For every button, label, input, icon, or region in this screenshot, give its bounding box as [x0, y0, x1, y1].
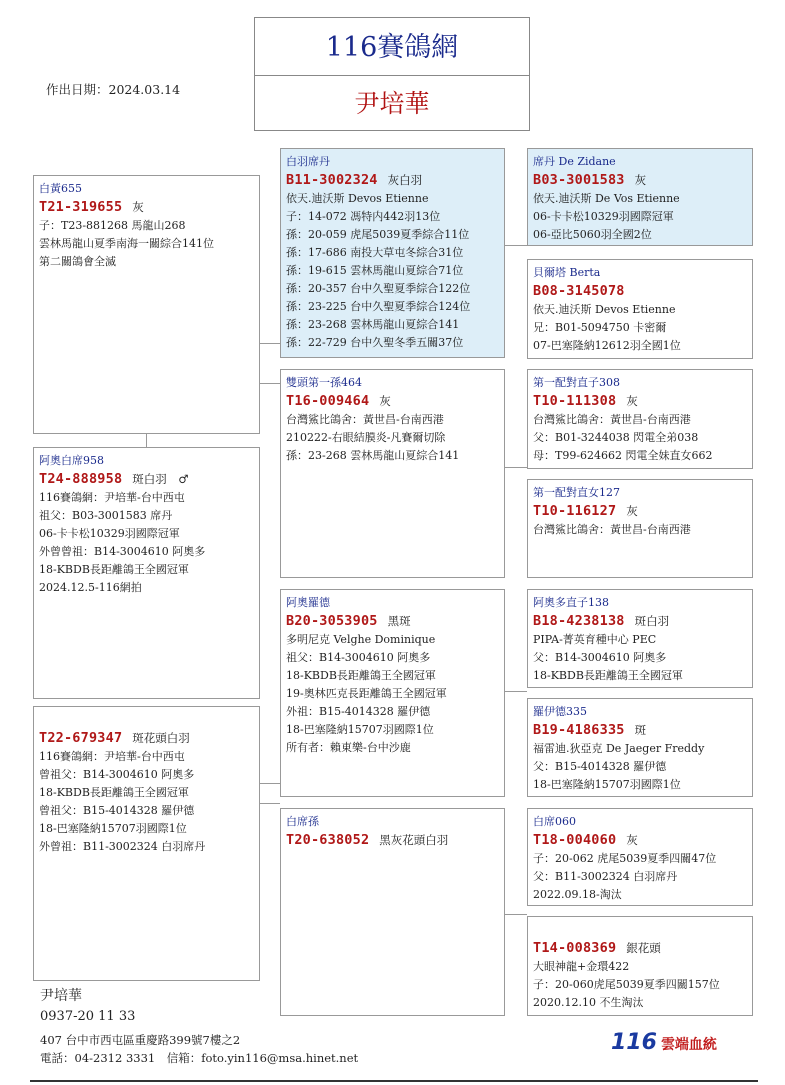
info-line: 子：14-072 馮特内442羽13位 — [286, 210, 441, 223]
subject-card — [33, 175, 260, 434]
pigeon-name: 第一配對直子308 — [533, 376, 620, 389]
ring-number: B08-3145078 — [533, 283, 625, 299]
pigeon-name: 白席060 — [533, 815, 576, 828]
granddam-card-335 — [527, 698, 753, 797]
info-line: 台灣鯊比鴿舍：黃世昌-台南西港 — [286, 413, 444, 426]
info-line: 曾祖父：B15-4014328 羅伊德 — [39, 804, 195, 817]
pigeon-name: 阿奧白席958 — [39, 454, 104, 467]
ring-number: B03-3001583 — [533, 172, 625, 188]
plumage-color: 斑花頭白羽 — [132, 731, 190, 745]
pigeon-name: 羅伊德335 — [533, 705, 587, 718]
pigeon-name — [39, 711, 254, 729]
info-line: 依天.迪沃斯 De Vos Etienne — [533, 192, 680, 205]
connector — [259, 803, 280, 804]
pigeon-name: 白席孫 — [286, 815, 319, 828]
ring-number: T21-319655 — [39, 199, 123, 215]
info-line: 210222-右眼結膜炎-凡賽爾切除 — [286, 431, 446, 444]
info-line: 116賽鴿網：尹培華-台中西屯 — [39, 750, 185, 763]
info-line: 116賽鴿網：尹培華-台中西屯 — [39, 491, 185, 504]
pigeon-name: 雙頭第一孫464 — [286, 376, 362, 389]
plumage-color: 黑斑 — [387, 614, 411, 628]
info-line: 依天.迪沃斯 Devos Etienne — [286, 192, 429, 205]
plumage-color: 灰 — [634, 173, 647, 187]
info-line: 18-巴塞隆納15707羽國際1位 — [39, 822, 187, 835]
info-line: 所有者：賴東樂-台中沙鹿 — [286, 741, 411, 754]
plumage-color: 灰 — [626, 394, 638, 408]
info-line: 子：20-062 虎尾5039夏季四關47位 — [533, 852, 717, 865]
header-box — [254, 17, 530, 131]
connector — [505, 467, 527, 468]
info-line: 2022.09.18-淘汰 — [533, 888, 622, 901]
info-line: 孫：17-686 南投大草屯冬綜合31位 — [286, 246, 464, 259]
info-line: 外祖：B15-4014328 羅伊德 — [286, 705, 431, 718]
pigeon-name — [533, 921, 747, 939]
ring-number: B11-3002324 — [286, 172, 378, 188]
ring-number: T14-008369 — [533, 940, 617, 956]
site-title: 116賽鴿網 — [255, 18, 529, 76]
footer-phone: 0937-20 11 33 — [40, 1009, 136, 1024]
dam-card — [280, 369, 505, 578]
pigeon-name: 貝爾塔 Berta — [533, 266, 601, 279]
info-line: 子：T23-881268 馬龍山268 — [39, 219, 186, 232]
plumage-color: 灰白羽 — [387, 173, 423, 187]
grandsire-card-138 — [527, 589, 753, 688]
info-line: 孫：23-268 雲林馬龍山夏綜合141 — [286, 449, 460, 462]
logo-number: 116 — [611, 1030, 657, 1055]
pigeon-name: 阿奧多直子138 — [533, 596, 609, 609]
info-line: 孫：20-357 台中久聖夏季綜合122位 — [286, 282, 471, 295]
info-line: 祖父：B14-3004610 阿奧多 — [286, 651, 431, 664]
info-line: 福雷迪.狄亞克 De Jaeger Freddy — [533, 742, 705, 755]
sire-card — [280, 148, 505, 358]
info-line: 孫：23-225 台中久聖夏季綜合124位 — [286, 300, 471, 313]
connector — [259, 383, 280, 384]
info-line: 07-巴塞隆納12612羽全國1位 — [533, 339, 681, 352]
info-line: 多明尼克 Velghe Dominique — [286, 633, 436, 646]
ring-number: T10-116127 — [533, 503, 617, 519]
ring-number: T16-009464 — [286, 393, 370, 409]
info-line: 第二關鴿會全滅 — [39, 255, 116, 268]
sire-card-905 — [280, 589, 505, 797]
plumage-color: 斑白羽 — [634, 614, 670, 628]
connector — [259, 343, 280, 344]
info-line: 父：B15-4014328 羅伊德 — [533, 760, 667, 773]
info-line: 孫：20-059 虎尾5039夏季綜合11位 — [286, 228, 470, 241]
info-line: 依天.迪沃斯 Devos Etienne — [533, 303, 676, 316]
ring-number: B19-4186335 — [533, 722, 625, 738]
info-line: 2024.12.5-116網拍 — [39, 581, 142, 594]
ring-number: T24-888958 — [39, 471, 123, 487]
grandsire-card-308 — [527, 369, 753, 469]
owner-name: 尹培華 — [354, 89, 430, 118]
plumage-color: 斑白羽 ♂ — [132, 472, 189, 486]
pigeon-name: 白羽席丹 — [286, 155, 330, 168]
pigeon-card-347 — [33, 706, 260, 981]
grandsire-card — [527, 148, 753, 246]
info-line: 06-卡卡松10329羽國際冠軍 — [533, 210, 674, 223]
plumage-color: 灰 — [626, 504, 638, 518]
info-line: 子：20-060虎尾5039夏季四關157位 — [533, 978, 720, 991]
info-line: 大眼神龍+金環422 — [533, 960, 630, 973]
info-line: PIPA-菁英育種中心 PEC — [533, 633, 657, 646]
dam-card-052 — [280, 808, 505, 1016]
info-line: 台灣鯊比鴿舍：黃世昌-台南西港 — [533, 523, 691, 536]
plumage-color: 灰 — [379, 394, 391, 408]
info-line: 兄：B01-5094750 卡密爾 — [533, 321, 667, 334]
info-line: 孫：23-268 雲林馬龍山夏綜合141 — [286, 318, 460, 331]
created-date: 作出日期：2024.03.14 — [46, 82, 181, 97]
granddam-card — [527, 259, 753, 359]
pigeon-card-958 — [33, 447, 260, 699]
info-line: 雲林馬龍山夏季南海一關綜合141位 — [39, 237, 214, 250]
plumage-color: 斑 — [634, 723, 647, 737]
connector — [505, 691, 527, 692]
info-line: 曾祖父：B14-3004610 阿奧多 — [39, 768, 195, 781]
info-line: 父：B01-3244038 閃電全弟038 — [533, 431, 699, 444]
info-line: 外曾曾祖：B14-3004610 阿奧多 — [39, 545, 206, 558]
ring-number: T22-679347 — [39, 730, 123, 746]
info-line: 外曾祖：B11-3002324 白羽席丹 — [39, 840, 206, 853]
info-line: 06-亞比5060羽全國2位 — [533, 228, 652, 241]
footer-contact: 電話：04-2312 3331 信箱：foto.yin116@msa.hinet.net — [40, 1051, 359, 1065]
plumage-color: 灰 — [132, 200, 144, 214]
pigeon-name: 席丹 De Zidane — [533, 155, 616, 168]
info-line: 孫：19-615 雲林馬龍山夏綜合71位 — [286, 264, 464, 277]
pigeon-name: 阿奧羅德 — [286, 596, 330, 609]
plumage-color: 灰 — [626, 833, 638, 847]
footer-address: 407 台中市西屯區重慶路399號7樓之2 — [40, 1033, 241, 1047]
site-logo — [611, 1030, 721, 1058]
info-line: 2020.12.10 不生淘汰 — [533, 996, 644, 1009]
info-line: 19-奧林匹克長距離鴿王全國冠軍 — [286, 687, 447, 700]
info-line: 18-KBDB長距離鴿王全國冠軍 — [533, 669, 683, 682]
connector — [259, 783, 280, 784]
ring-number: B20-3053905 — [286, 613, 378, 629]
info-line: 父：B11-3002324 白羽席丹 — [533, 870, 678, 883]
granddam-card-127 — [527, 479, 753, 578]
info-line: 父：B14-3004610 阿奧多 — [533, 651, 667, 664]
info-line: 06-卡卡松10329羽國際冠軍 — [39, 527, 180, 540]
footer-owner-name: 尹培華 — [40, 988, 82, 1004]
ring-number: B18-4238138 — [533, 613, 625, 629]
info-line: 18-巴塞隆納15707羽國際1位 — [533, 778, 681, 791]
info-line: 18-KBDB長距離鴿王全國冠軍 — [39, 786, 189, 799]
connector — [505, 914, 527, 915]
connector — [146, 434, 147, 447]
connector — [505, 245, 527, 246]
info-line: 孫：22-729 台中久聖冬季五關37位 — [286, 336, 464, 349]
grandsire-card-060 — [527, 808, 753, 906]
granddam-card-369 — [527, 916, 753, 1016]
pigeon-name: 第一配對直女127 — [533, 486, 620, 499]
info-line: 18-KBDB長距離鴿王全國冠軍 — [39, 563, 189, 576]
plumage-color: 黑灰花頭白羽 — [379, 833, 449, 847]
info-line: 18-KBDB長距離鴿王全國冠軍 — [286, 669, 436, 682]
ring-number: T18-004060 — [533, 832, 617, 848]
pigeon-name: 白黃655 — [39, 182, 82, 195]
ring-number: T10-111308 — [533, 393, 617, 409]
logo-text: 雲端血統 — [660, 1037, 717, 1053]
ring-number: T20-638052 — [286, 832, 370, 848]
info-line: 18-巴塞隆納15707羽國際1位 — [286, 723, 434, 736]
plumage-color: 銀花頭 — [626, 941, 661, 955]
info-line: 台灣鯊比鴿舍：黃世昌-台南西港 — [533, 413, 691, 426]
bottom-divider — [30, 1080, 758, 1082]
info-line: 祖父：B03-3001583 席丹 — [39, 509, 173, 522]
info-line: 母：T99-624662 閃電全妹直女662 — [533, 449, 713, 462]
